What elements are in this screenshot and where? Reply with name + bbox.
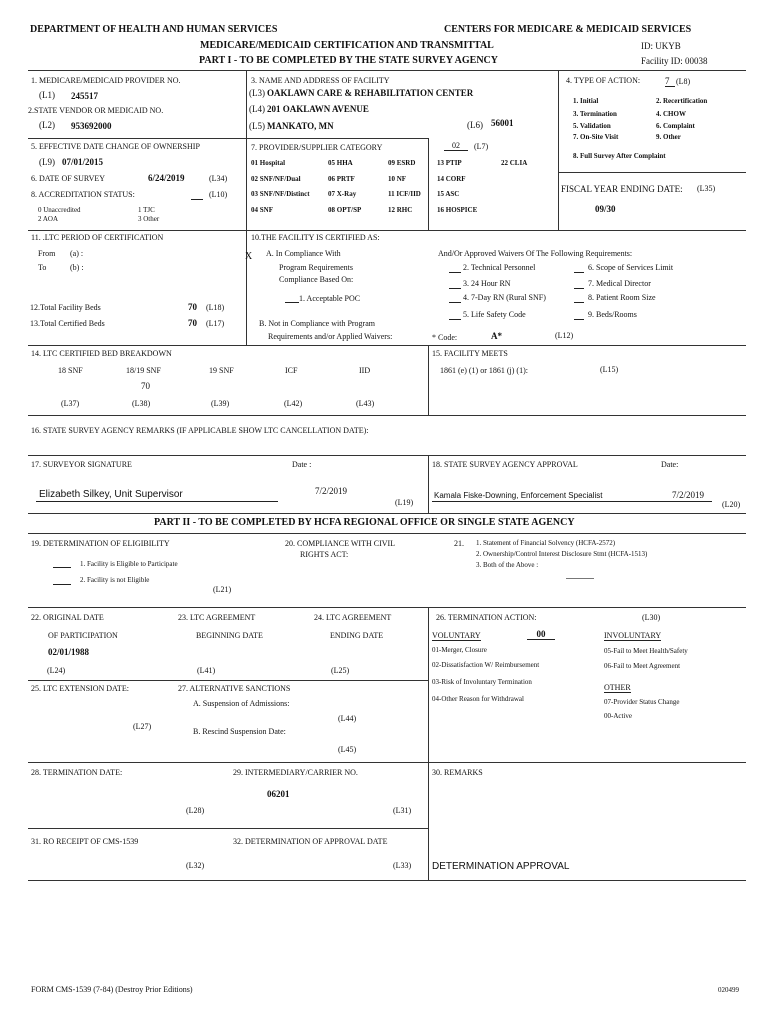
waiver-item: 6. Scope of Services Limit (588, 263, 674, 272)
surveyor-date: 7/2/2019 (315, 486, 348, 496)
rescind-code: (L45) (338, 745, 357, 754)
facility-id: Facility ID: 00038 (641, 56, 708, 66)
waiver-blank (574, 295, 584, 303)
waiver-item: 8. Patient Room Size (588, 293, 656, 302)
part2-title: PART II - TO BE COMPLETED BY HCFA REGIONAL OFFICE OR SINGLE STATE AGENCY (154, 517, 575, 528)
action-option: 7. On-Site Visit (573, 133, 619, 141)
certified-beds-code: (L17) (206, 319, 225, 328)
approval-date-code: (L33) (393, 861, 412, 870)
voluntary-option: 03-Risk of Involuntary Termination (432, 678, 532, 686)
acceptable-poc-label: 1. Acceptable POC (299, 294, 361, 303)
other-option: 00-Active (604, 712, 632, 720)
intermediary-value: 06201 (267, 789, 290, 799)
field21-item: 2. Ownership/Control Interest Disclosure Stmt (HCFA-1513) (476, 550, 648, 558)
waiver-blank (574, 312, 584, 320)
provider-no-value: 245517 (71, 91, 98, 101)
action-option: 2. Recertification (656, 97, 708, 105)
ownership-change-label: 5. EFFECTIVE DATE CHANGE OF OWNERSHIP (31, 142, 200, 151)
involuntary-heading: INVOLUNTARY (604, 631, 662, 640)
bed-col-header: 19 SNF (209, 366, 234, 375)
rule (28, 607, 746, 608)
provider-category-code: (L7) (474, 142, 489, 151)
survey-date: 6/24/2019 (148, 173, 185, 183)
vendor-no-value: 953692000 (71, 121, 112, 131)
eligibility-blank (53, 578, 71, 585)
action-type-value: 7 (665, 77, 675, 87)
fiscal-year-label: FISCAL YEAR ENDING DATE: (561, 184, 683, 194)
signature-line (432, 501, 712, 502)
approval-date-label: 32. DETERMINATION OF APPROVAL DATE (233, 837, 388, 846)
accreditation-label: 8. ACCREDITATION STATUS: (31, 190, 135, 199)
termination-date-label: 28. TERMINATION DATE: (31, 768, 123, 777)
accreditation-blank (191, 191, 203, 200)
vendor-no-code: (L2) (39, 120, 55, 130)
field21-blank (566, 578, 594, 579)
bed-col-header: 18/19 SNF (126, 366, 161, 375)
ltc-to-label: To (38, 263, 47, 272)
category-item: 15 ASC (437, 190, 460, 198)
category-item: 13 PTIP (437, 159, 462, 167)
action-option: 9. Other (656, 133, 681, 141)
waiver-blank (449, 265, 461, 273)
part1-title: PART I - TO BE COMPLETED BY THE STATE SURVEY AGENCY (199, 55, 498, 66)
waiver-blank (449, 281, 461, 289)
waiver-item: 9. Beds/Rooms (588, 310, 637, 319)
other-option: 07-Provider Status Change (604, 698, 680, 706)
ltc-from-label: From (38, 249, 56, 258)
category-item: 09 ESRD (388, 159, 416, 167)
surveyor-date-label: Date : (292, 460, 312, 469)
provider-category-value: 02 (444, 142, 468, 151)
rule (558, 70, 559, 230)
provider-no-code: (L1) (39, 90, 55, 100)
rule (28, 415, 746, 416)
compliance-a-line3: Compliance Based On: (279, 275, 354, 284)
other-heading: OTHER (604, 683, 631, 692)
fiscal-year-date: 09/30 (595, 204, 616, 214)
form-number: FORM CMS-1539 (7-84) (Destroy Prior Editions) (31, 985, 193, 994)
category-item: 14 CORF (437, 175, 466, 183)
form-title: MEDICARE/MEDICAID CERTIFICATION AND TRANSMITTAL (200, 40, 494, 51)
category-item: 11 ICF/IID (388, 190, 421, 198)
determination-approval: DETERMINATION APPROVAL (432, 861, 570, 872)
category-item: 04 SNF (251, 206, 273, 214)
civil-rights-label-2: RIGHTS ACT: (300, 550, 349, 559)
ownership-change-date: 07/01/2015 (62, 157, 104, 167)
category-item: 08 OPT/SP (328, 206, 362, 214)
rule (246, 230, 247, 345)
agency-approval-signature: Kamala Fiske-Downing, Enforcement Specialist (434, 491, 603, 500)
noncompliance-b-label: B. Not in Compliance with Program (259, 319, 375, 328)
code-value: A* (491, 331, 502, 341)
agency-approval-date: 7/2/2019 (672, 490, 705, 500)
rule (428, 607, 429, 880)
ltc-end-label: 24. LTC AGREEMENT (314, 613, 392, 622)
facility-city-code: (L5) (249, 121, 265, 131)
ltc-end-label-2: ENDING DATE (330, 631, 384, 640)
signature-line (36, 501, 278, 502)
facility-zip: 56001 (491, 118, 514, 128)
bed-col-code: (L42) (284, 399, 303, 408)
category-item: 12 RHC (388, 206, 413, 214)
rule (428, 138, 429, 230)
bed-col-code: (L43) (356, 399, 375, 408)
waiver-blank (449, 312, 461, 320)
suspension-label: A. Suspension of Admissions: (193, 699, 290, 708)
agency-remarks-label: 16. STATE SURVEY AGENCY REMARKS (IF APPLICABLE SHOW LTC CANCELLATION DATE): (31, 426, 369, 435)
voluntary-value: 00 (527, 630, 555, 640)
poc-blank (285, 295, 299, 303)
action-type-code: (L8) (676, 77, 691, 86)
survey-date-label: 6. DATE OF SURVEY (31, 174, 106, 183)
surveyor-code: (L19) (395, 498, 414, 507)
facility-city: MANKATO, MN (267, 121, 334, 131)
code-ref: (L12) (555, 331, 574, 340)
department-title: DEPARTMENT OF HEALTH AND HUMAN SERVICES (30, 24, 278, 35)
rule (246, 138, 428, 139)
waiver-item: 7. Medical Director (588, 279, 651, 288)
total-beds-value: 70 (188, 302, 197, 312)
bed-breakdown-label: 14. LTC CERTIFIED BED BREAKDOWN (31, 349, 172, 358)
bed-1819-value: 70 (141, 381, 150, 391)
category-item: 03 SNF/NF/Distinct (251, 190, 310, 198)
rule (28, 762, 746, 763)
involuntary-option: 05-Fail to Meet Health/Safety (604, 647, 688, 655)
bed-col-code: (L39) (211, 399, 230, 408)
action-option: 4. CHOW (656, 110, 686, 118)
rule (28, 138, 246, 139)
rule (28, 70, 746, 71)
ltc-end-code: (L25) (331, 666, 350, 675)
facility-name: OAKLAWN CARE & REHABILITATION CENTER (267, 88, 474, 98)
voluntary-option: 04-Other Reason for Withdrawal (432, 695, 524, 703)
ro-receipt-label: 31. RO RECEIPT OF CMS-1539 (31, 837, 139, 846)
certified-beds-value: 70 (188, 318, 197, 328)
intermediary-code: (L31) (393, 806, 412, 815)
category-item: 05 HHA (328, 159, 353, 167)
total-beds-code: (L18) (206, 303, 225, 312)
bed-col-code: (L37) (61, 399, 80, 408)
certified-as-label: 10.THE FACILITY IS CERTIFIED AS: (251, 233, 380, 242)
rescind-label: B. Rescind Suspension Date: (193, 727, 286, 736)
vendor-no-label: 2.STATE VENDOR OR MEDICAID NO. (28, 106, 164, 115)
waiver-blank (574, 281, 584, 289)
facility-meets-text: 1861 (e) (1) or 1861 (j) (1): (440, 366, 528, 375)
rule (28, 880, 746, 881)
agency-approval-date-label: Date: (661, 460, 679, 469)
agency-title: CENTERS FOR MEDICARE & MEDICAID SERVICES (444, 24, 692, 35)
rule (28, 828, 428, 829)
ltc-period-label: 11. .LTC PERIOD OF CERTIFICATION (31, 233, 164, 242)
action-type-label: 4. TYPE OF ACTION: (566, 76, 641, 85)
eligibility-code: (L21) (213, 585, 232, 594)
rule (28, 230, 746, 231)
bed-col-header: ICF (285, 366, 298, 375)
form-id: ID: UKYB (641, 41, 681, 51)
agency-approval-label: 18. STATE SURVEY AGENCY APPROVAL (432, 460, 578, 469)
waiver-item: 2. Technical Personnel (463, 263, 536, 272)
ro-receipt-code: (L32) (186, 861, 205, 870)
bed-col-code: (L38) (132, 399, 151, 408)
waiver-item: 3. 24 Hour RN (463, 279, 511, 288)
rule (28, 533, 746, 534)
surveyor-signature: Elizabeth Silkey, Unit Supervisor (39, 489, 183, 500)
action-option: 6. Complaint (656, 122, 695, 130)
accreditation-option: 2 AOA (38, 215, 59, 223)
eligibility-label: 19. DETERMINATION OF ELIGIBILITY (31, 539, 170, 548)
form-code: 020499 (718, 986, 739, 994)
waiver-item: 4. 7-Day RN (Rural SNF) (463, 293, 546, 302)
original-date-code: (L24) (47, 666, 66, 675)
compliance-check-mark: X (245, 251, 253, 262)
compliance-a-line2: Program Requirements (279, 263, 353, 272)
certified-beds-label: 13.Total Certified Beds (30, 319, 105, 328)
facility-meets-label: 15. FACILITY MEETS (432, 349, 508, 358)
eligibility-blank (53, 561, 71, 568)
agency-approval-code: (L20) (722, 500, 741, 509)
action-option: 3. Termination (573, 110, 617, 118)
waiver-blank (449, 295, 461, 303)
fiscal-year-code: (L35) (697, 184, 716, 193)
category-item: 01 Hospital (251, 159, 286, 167)
facility-address: 201 OAKLAWN AVENUE (267, 104, 369, 114)
action-option: 8. Full Survey After Complaint (573, 152, 666, 160)
rule (428, 455, 429, 513)
category-item: 06 PRTF (328, 175, 355, 183)
accreditation-option: 3 Other (138, 215, 160, 223)
ltc-begin-label-2: BEGINNING DATE (196, 631, 263, 640)
surveyor-signature-label: 17. SURVEYOR SIGNATURE (31, 460, 132, 469)
remarks-label: 30. REMARKS (432, 768, 483, 777)
survey-date-code: (L34) (209, 174, 228, 183)
facility-addr-code: (L4) (249, 104, 265, 114)
eligibility-option: 2. Facility is not Eligible (80, 576, 150, 584)
rule (428, 345, 429, 415)
sanctions-label: 27. ALTERNATIVE SANCTIONS (178, 684, 291, 693)
waiver-item: 5. Life Safety Code (463, 310, 526, 319)
voluntary-heading: VOLUNTARY (432, 631, 481, 640)
facility-name-code: (L3) (249, 88, 265, 98)
rule (28, 455, 746, 456)
accreditation-option: 1 TJC (138, 206, 155, 214)
waiver-blank (574, 265, 584, 273)
termination-action-code: (L30) (642, 613, 661, 622)
ltc-from-a: (a) : (70, 249, 84, 258)
ltc-begin-code: (L41) (197, 666, 216, 675)
category-item: 16 HOSPICE (437, 206, 478, 214)
extension-date-code: (L27) (133, 722, 152, 731)
bed-col-header: 18 SNF (58, 366, 83, 375)
provider-no-label: 1. MEDICARE/MEDICAID PROVIDER NO. (31, 76, 181, 85)
ownership-change-code: (L9) (39, 157, 55, 167)
eligibility-option: 1. Facility is Eligible to Participate (80, 560, 178, 568)
field21-number: 21. (454, 539, 464, 548)
accreditation-option: 0 Unaccredited (38, 206, 81, 214)
compliance-a-label: A. In Compliance With (266, 249, 341, 258)
original-date-label: 22. ORIGINAL DATE (31, 613, 104, 622)
rule (28, 680, 428, 681)
field21-item: 1. Statement of Financial Solvency (HCFA-2572) (476, 539, 616, 547)
field21-item: 3. Both of the Above : (476, 561, 539, 569)
ltc-to-b: (b) : (70, 263, 84, 272)
suspension-code: (L44) (338, 714, 357, 723)
intermediary-label: 29. INTERMEDIARY/CARRIER NO. (233, 768, 358, 777)
original-date-label-2: OF PARTICIPATION (48, 631, 118, 640)
action-option: 1. Initial (573, 97, 599, 105)
termination-action-label: 26. TERMINATION ACTION: (436, 613, 537, 622)
total-beds-label: 12.Total Facility Beds (30, 303, 101, 312)
facility-zip-code: (L6) (467, 120, 483, 130)
rule (558, 172, 746, 173)
civil-rights-label: 20. COMPLIANCE WITH CIVIL (285, 539, 396, 548)
action-option: 5. Validation (573, 122, 611, 130)
voluntary-option: 01-Merger, Closure (432, 646, 487, 654)
rule (28, 345, 746, 346)
original-date-value: 02/01/1988 (48, 647, 90, 657)
extension-date-label: 25. LTC EXTENSION DATE: (31, 684, 129, 693)
facility-name-label: 3. NAME AND ADDRESS OF FACILITY (251, 76, 390, 85)
waivers-label: And/Or Approved Waivers Of The Following Requirements: (438, 249, 633, 258)
voluntary-option: 02-Dissatisfaction W/ Reimbursement (432, 661, 540, 669)
facility-meets-code: (L15) (600, 365, 619, 374)
provider-category-label: 7. PROVIDER/SUPPLIER CATEGORY (251, 143, 383, 152)
code-label: * Code: (432, 333, 458, 342)
category-item: 10 NF (388, 175, 407, 183)
bed-col-header: IID (359, 366, 371, 375)
category-item: 07 X-Ray (328, 190, 357, 198)
involuntary-option: 06-Fail to Meet Agreement (604, 662, 681, 670)
termination-date-code: (L28) (186, 806, 205, 815)
rule (28, 513, 746, 514)
category-item: 02 SNF/NF/Dual (251, 175, 301, 183)
noncompliance-b-line2: Requirements and/or Applied Waivers: (268, 332, 393, 341)
ltc-begin-label: 23. LTC AGREEMENT (178, 613, 256, 622)
accreditation-code: (L10) (209, 190, 228, 199)
rule (246, 70, 247, 230)
category-item: 22 CLIA (501, 159, 528, 167)
